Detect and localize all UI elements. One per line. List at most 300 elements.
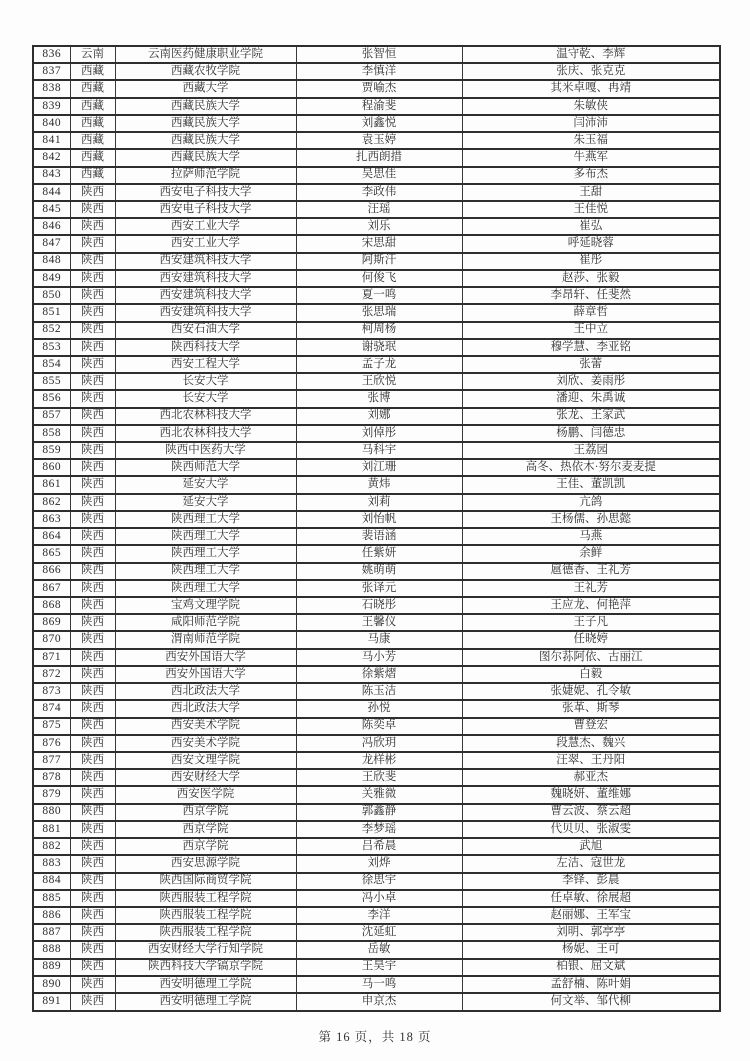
row-number-cell: 880	[33, 804, 70, 821]
school-cell: 拉萨师范学院	[115, 167, 296, 184]
school-cell: 西藏民族大学	[115, 149, 296, 166]
table-row	[33, 786, 720, 803]
table-row	[33, 769, 720, 786]
school-cell: 西安工业大学	[115, 218, 296, 235]
student-cell: 李慎洋	[296, 63, 462, 80]
table-row	[33, 149, 720, 166]
table-row	[33, 563, 720, 580]
province-cell: 陕西	[70, 855, 115, 872]
school-cell: 陕西理工大学	[115, 511, 296, 528]
school-cell: 西安财经大学	[115, 769, 296, 786]
table-row	[33, 98, 720, 115]
student-cell: 何俊飞	[296, 270, 462, 287]
row-number-cell: 886	[33, 907, 70, 924]
school-cell: 长安大学	[115, 390, 296, 407]
row-number-cell: 891	[33, 993, 70, 1011]
row-number-cell: 889	[33, 959, 70, 976]
student-cell: 王欣斐	[296, 769, 462, 786]
province-cell: 陕西	[70, 752, 115, 769]
table-row	[33, 631, 720, 648]
province-cell: 陕西	[70, 442, 115, 459]
school-cell: 西京学院	[115, 821, 296, 838]
mentors-cell: 王荔园	[462, 442, 720, 459]
school-cell: 延安大学	[115, 476, 296, 493]
row-number-cell: 890	[33, 976, 70, 993]
school-cell: 西安外国语大学	[115, 649, 296, 666]
mentors-cell: 高冬、热依木·努尔麦麦提	[462, 459, 720, 476]
student-cell: 孟子龙	[296, 356, 462, 373]
school-cell: 西安工程大学	[115, 356, 296, 373]
row-number-cell: 848	[33, 253, 70, 270]
row-number-cell: 839	[33, 98, 70, 115]
mentors-cell: 孟舒楠、陈叶娟	[462, 976, 720, 993]
row-number-cell: 846	[33, 218, 70, 235]
province-cell: 陕西	[70, 253, 115, 270]
mentors-cell: 薛章哲	[462, 304, 720, 321]
student-cell: 马科宇	[296, 442, 462, 459]
row-number-cell: 882	[33, 838, 70, 855]
mentors-cell: 王应龙、何艳萍	[462, 597, 720, 614]
table-row	[33, 425, 720, 442]
row-number-cell: 836	[33, 46, 70, 63]
table-row	[33, 235, 720, 252]
school-cell: 陕西科技大学	[115, 339, 296, 356]
province-cell: 陕西	[70, 666, 115, 683]
student-cell: 李政伟	[296, 184, 462, 201]
table-row	[33, 322, 720, 339]
student-cell: 马康	[296, 631, 462, 648]
table-row	[33, 718, 720, 735]
province-cell: 西藏	[70, 115, 115, 132]
row-number-cell: 841	[33, 132, 70, 149]
school-cell: 西安医学院	[115, 786, 296, 803]
student-cell: 柯周杨	[296, 322, 462, 339]
mentors-cell: 亢鸽	[462, 494, 720, 511]
table-row	[33, 476, 720, 493]
table-row	[33, 924, 720, 941]
school-cell: 西北农林科技大学	[115, 408, 296, 425]
mentors-cell: 朱玉福	[462, 132, 720, 149]
row-number-cell: 868	[33, 597, 70, 614]
mentors-cell: 何文举、邹代柳	[462, 993, 720, 1011]
school-cell: 宝鸡文理学院	[115, 597, 296, 614]
school-cell: 西藏民族大学	[115, 115, 296, 132]
province-cell: 陕西	[70, 184, 115, 201]
mentors-cell: 图尔荪阿依、古丽江	[462, 649, 720, 666]
row-number-cell: 847	[33, 235, 70, 252]
mentors-cell: 任卓敏、徐展超	[462, 890, 720, 907]
student-cell: 徐紫熠	[296, 666, 462, 683]
province-cell: 陕西	[70, 993, 115, 1011]
mentors-cell: 潘迎、朱禹诚	[462, 390, 720, 407]
student-cell: 宋思甜	[296, 235, 462, 252]
province-cell: 陕西	[70, 390, 115, 407]
award-table-body	[33, 46, 720, 1011]
school-cell: 西安美术学院	[115, 718, 296, 735]
student-cell: 冯小卓	[296, 890, 462, 907]
province-cell: 陕西	[70, 649, 115, 666]
row-number-cell: 840	[33, 115, 70, 132]
table-row	[33, 270, 720, 287]
mentors-cell: 张龙、王家武	[462, 408, 720, 425]
student-cell: 陈奕卓	[296, 718, 462, 735]
student-cell: 张博	[296, 390, 462, 407]
row-number-cell: 881	[33, 821, 70, 838]
mentors-cell: 武旭	[462, 838, 720, 855]
table-row	[33, 184, 720, 201]
table-row	[33, 959, 720, 976]
school-cell: 西安文理学院	[115, 752, 296, 769]
row-number-cell: 842	[33, 149, 70, 166]
mentors-cell: 王佳悦	[462, 201, 720, 218]
province-cell: 陕西	[70, 287, 115, 304]
student-cell: 冯欣玥	[296, 735, 462, 752]
province-cell: 陕西	[70, 356, 115, 373]
school-cell: 西安电子科技大学	[115, 201, 296, 218]
school-cell: 陕西服装工程学院	[115, 924, 296, 941]
table-row	[33, 545, 720, 562]
row-number-cell: 858	[33, 425, 70, 442]
table-row	[33, 218, 720, 235]
table-row	[33, 993, 720, 1011]
province-cell: 陕西	[70, 201, 115, 218]
province-cell: 陕西	[70, 580, 115, 597]
student-cell: 刘倬彤	[296, 425, 462, 442]
mentors-cell: 王佳、董凯凯	[462, 476, 720, 493]
table-row	[33, 442, 720, 459]
mentors-cell: 温守乾、李辉	[462, 46, 720, 63]
row-number-cell: 874	[33, 700, 70, 717]
table-row	[33, 838, 720, 855]
mentors-cell: 呼延晓蓉	[462, 235, 720, 252]
row-number-cell: 878	[33, 769, 70, 786]
row-number-cell: 845	[33, 201, 70, 218]
row-number-cell: 875	[33, 718, 70, 735]
province-cell: 陕西	[70, 459, 115, 476]
student-cell: 沈延虹	[296, 924, 462, 941]
province-cell: 陕西	[70, 597, 115, 614]
province-cell: 陕西	[70, 769, 115, 786]
school-cell: 陕西国际商贸学院	[115, 873, 296, 890]
table-row	[33, 597, 720, 614]
page-footer: 第 16 页，共 18 页	[318, 1030, 432, 1044]
province-cell: 陕西	[70, 545, 115, 562]
mentors-cell: 杨鹏、闫德忠	[462, 425, 720, 442]
table-row	[33, 752, 720, 769]
table-row	[33, 804, 720, 821]
student-cell: 刘江珊	[296, 459, 462, 476]
student-cell: 徐思宇	[296, 873, 462, 890]
mentors-cell: 多布杰	[462, 167, 720, 184]
student-cell: 陈玉洁	[296, 683, 462, 700]
province-cell: 陕西	[70, 804, 115, 821]
student-cell: 裴语涵	[296, 528, 462, 545]
student-cell: 郭鑫静	[296, 804, 462, 821]
mentors-cell: 王杨儒、孙思懿	[462, 511, 720, 528]
school-cell: 陕西理工大学	[115, 563, 296, 580]
province-cell: 西藏	[70, 132, 115, 149]
award-table	[32, 45, 721, 1012]
mentors-cell: 朱敏侠	[462, 98, 720, 115]
mentors-cell: 左洁、寇世龙	[462, 855, 720, 872]
mentors-cell: 赵丽娜、王军宝	[462, 907, 720, 924]
table-row	[33, 700, 720, 717]
student-cell: 贾喻杰	[296, 80, 462, 97]
row-number-cell: 844	[33, 184, 70, 201]
table-row	[33, 907, 720, 924]
mentors-cell: 任晓婷	[462, 631, 720, 648]
student-cell: 龙样彬	[296, 752, 462, 769]
student-cell: 张思瑞	[296, 304, 462, 321]
school-cell: 长安大学	[115, 373, 296, 390]
mentors-cell: 代贝贝、张淑雯	[462, 821, 720, 838]
row-number-cell: 867	[33, 580, 70, 597]
school-cell: 西北政法大学	[115, 683, 296, 700]
province-cell: 陕西	[70, 339, 115, 356]
mentors-cell: 刘欣、姜雨彤	[462, 373, 720, 390]
school-cell: 西安明德理工学院	[115, 993, 296, 1011]
row-number-cell: 871	[33, 649, 70, 666]
school-cell: 西藏民族大学	[115, 132, 296, 149]
school-cell: 云南医药健康职业学院	[115, 46, 296, 63]
table-row	[33, 132, 720, 149]
school-cell: 西藏大学	[115, 80, 296, 97]
student-cell: 申京杰	[296, 993, 462, 1011]
row-number-cell: 866	[33, 563, 70, 580]
school-cell: 西安电子科技大学	[115, 184, 296, 201]
mentors-cell: 王甜	[462, 184, 720, 201]
mentors-cell: 汪翠、王丹阳	[462, 752, 720, 769]
mentors-cell: 李铎、彭晨	[462, 873, 720, 890]
student-cell: 吴思佳	[296, 167, 462, 184]
row-number-cell: 884	[33, 873, 70, 890]
mentors-cell: 王子凡	[462, 614, 720, 631]
school-cell: 西安美术学院	[115, 735, 296, 752]
table-row	[33, 580, 720, 597]
student-cell: 关雅微	[296, 786, 462, 803]
school-cell: 陕西科技大学镐京学院	[115, 959, 296, 976]
row-number-cell: 864	[33, 528, 70, 545]
province-cell: 陕西	[70, 235, 115, 252]
mentors-cell: 段慧杰、魏兴	[462, 735, 720, 752]
school-cell: 西京学院	[115, 804, 296, 821]
row-number-cell: 859	[33, 442, 70, 459]
mentors-cell: 李昂轩、任斐然	[462, 287, 720, 304]
school-cell: 陕西服装工程学院	[115, 890, 296, 907]
province-cell: 陕西	[70, 821, 115, 838]
province-cell: 陕西	[70, 873, 115, 890]
province-cell: 云南	[70, 46, 115, 63]
student-cell: 张智恒	[296, 46, 462, 63]
province-cell: 陕西	[70, 425, 115, 442]
student-cell: 王馨仪	[296, 614, 462, 631]
row-number-cell: 843	[33, 167, 70, 184]
school-cell: 西藏农牧学院	[115, 63, 296, 80]
school-cell: 咸阳师范学院	[115, 614, 296, 631]
mentors-cell: 柏银、屈文斌	[462, 959, 720, 976]
row-number-cell: 860	[33, 459, 70, 476]
province-cell: 西藏	[70, 63, 115, 80]
table-row	[33, 373, 720, 390]
school-cell: 西安明德理工学院	[115, 976, 296, 993]
mentors-cell: 扈德香、王礼芳	[462, 563, 720, 580]
row-number-cell: 853	[33, 339, 70, 356]
mentors-cell: 王中立	[462, 322, 720, 339]
province-cell: 陕西	[70, 718, 115, 735]
province-cell: 陕西	[70, 511, 115, 528]
table-row	[33, 80, 720, 97]
student-cell: 王欣悦	[296, 373, 462, 390]
row-number-cell: 887	[33, 924, 70, 941]
table-row	[33, 408, 720, 425]
student-cell: 石晓彤	[296, 597, 462, 614]
student-cell: 刘娜	[296, 408, 462, 425]
student-cell: 刘烨	[296, 855, 462, 872]
school-cell: 陕西理工大学	[115, 528, 296, 545]
province-cell: 陕西	[70, 959, 115, 976]
row-number-cell: 851	[33, 304, 70, 321]
province-cell: 陕西	[70, 373, 115, 390]
school-cell: 西北政法大学	[115, 700, 296, 717]
table-row	[33, 855, 720, 872]
school-cell: 西北农林科技大学	[115, 425, 296, 442]
province-cell: 陕西	[70, 494, 115, 511]
province-cell: 西藏	[70, 167, 115, 184]
table-row	[33, 649, 720, 666]
row-number-cell: 861	[33, 476, 70, 493]
mentors-cell: 刘明、郭亭亭	[462, 924, 720, 941]
province-cell: 陕西	[70, 976, 115, 993]
table-row	[33, 167, 720, 184]
school-cell: 西安建筑科技大学	[115, 253, 296, 270]
province-cell: 陕西	[70, 476, 115, 493]
province-cell: 陕西	[70, 408, 115, 425]
student-cell: 刘鑫悦	[296, 115, 462, 132]
table-row	[33, 287, 720, 304]
province-cell: 陕西	[70, 270, 115, 287]
table-row	[33, 63, 720, 80]
mentors-cell: 张蕾	[462, 356, 720, 373]
mentors-cell: 赵莎、张毅	[462, 270, 720, 287]
student-cell: 岳敏	[296, 941, 462, 958]
student-cell: 王昊宇	[296, 959, 462, 976]
table-row	[33, 873, 720, 890]
table-row	[33, 890, 720, 907]
mentors-cell: 张革、斯琴	[462, 700, 720, 717]
table-row	[33, 941, 720, 958]
school-cell: 陕西中医药大学	[115, 442, 296, 459]
school-cell: 西安建筑科技大学	[115, 287, 296, 304]
row-number-cell: 838	[33, 80, 70, 97]
province-cell: 陕西	[70, 735, 115, 752]
province-cell: 陕西	[70, 631, 115, 648]
school-cell: 西安外国语大学	[115, 666, 296, 683]
row-number-cell: 855	[33, 373, 70, 390]
province-cell: 西藏	[70, 149, 115, 166]
province-cell: 陕西	[70, 838, 115, 855]
student-cell: 夏一鸣	[296, 287, 462, 304]
student-cell: 阿斯汗	[296, 253, 462, 270]
student-cell: 吕希晨	[296, 838, 462, 855]
row-number-cell: 885	[33, 890, 70, 907]
student-cell: 张译元	[296, 580, 462, 597]
mentors-cell: 崔弘	[462, 218, 720, 235]
mentors-cell: 张庆、张克克	[462, 63, 720, 80]
table-row	[33, 666, 720, 683]
province-cell: 陕西	[70, 322, 115, 339]
province-cell: 陕西	[70, 907, 115, 924]
province-cell: 陕西	[70, 941, 115, 958]
table-row	[33, 821, 720, 838]
table-row	[33, 459, 720, 476]
table-row	[33, 735, 720, 752]
row-number-cell: 879	[33, 786, 70, 803]
province-cell: 陕西	[70, 563, 115, 580]
table-row	[33, 339, 720, 356]
row-number-cell: 850	[33, 287, 70, 304]
mentors-cell: 穆学慧、李亚铭	[462, 339, 720, 356]
student-cell: 任紫妍	[296, 545, 462, 562]
school-cell: 西藏民族大学	[115, 98, 296, 115]
student-cell: 马一鸣	[296, 976, 462, 993]
mentors-cell: 白毅	[462, 666, 720, 683]
mentors-cell: 余鲜	[462, 545, 720, 562]
table-row	[33, 253, 720, 270]
province-cell: 陕西	[70, 683, 115, 700]
row-number-cell: 870	[33, 631, 70, 648]
table-row	[33, 683, 720, 700]
row-number-cell: 883	[33, 855, 70, 872]
table-row	[33, 46, 720, 63]
student-cell: 程渝斐	[296, 98, 462, 115]
row-number-cell: 865	[33, 545, 70, 562]
mentors-cell: 闫沛沛	[462, 115, 720, 132]
mentors-cell: 郝亚杰	[462, 769, 720, 786]
student-cell: 孙悦	[296, 700, 462, 717]
table-row	[33, 390, 720, 407]
student-cell: 刘乐	[296, 218, 462, 235]
mentors-cell: 杨妮、王可	[462, 941, 720, 958]
province-cell: 陕西	[70, 924, 115, 941]
province-cell: 西藏	[70, 80, 115, 97]
row-number-cell: 873	[33, 683, 70, 700]
school-cell: 陕西师范大学	[115, 459, 296, 476]
school-cell: 西安思源学院	[115, 855, 296, 872]
row-number-cell: 856	[33, 390, 70, 407]
province-cell: 陕西	[70, 528, 115, 545]
table-row	[33, 304, 720, 321]
school-cell: 西安财经大学行知学院	[115, 941, 296, 958]
mentors-cell: 魏晓妍、董维娜	[462, 786, 720, 803]
mentors-cell: 王礼芳	[462, 580, 720, 597]
province-cell: 陕西	[70, 786, 115, 803]
province-cell: 陕西	[70, 218, 115, 235]
mentors-cell: 曹登宏	[462, 718, 720, 735]
student-cell: 黄炜	[296, 476, 462, 493]
mentors-cell: 马燕	[462, 528, 720, 545]
mentors-cell: 张婕妮、孔令敏	[462, 683, 720, 700]
school-cell: 延安大学	[115, 494, 296, 511]
row-number-cell: 849	[33, 270, 70, 287]
student-cell: 袁玉婷	[296, 132, 462, 149]
mentors-cell: 曹云波、蔡云超	[462, 804, 720, 821]
table-row	[33, 976, 720, 993]
province-cell: 陕西	[70, 890, 115, 907]
school-cell: 陕西理工大学	[115, 580, 296, 597]
province-cell: 西藏	[70, 98, 115, 115]
student-cell: 刘莉	[296, 494, 462, 511]
student-cell: 刘怡帆	[296, 511, 462, 528]
